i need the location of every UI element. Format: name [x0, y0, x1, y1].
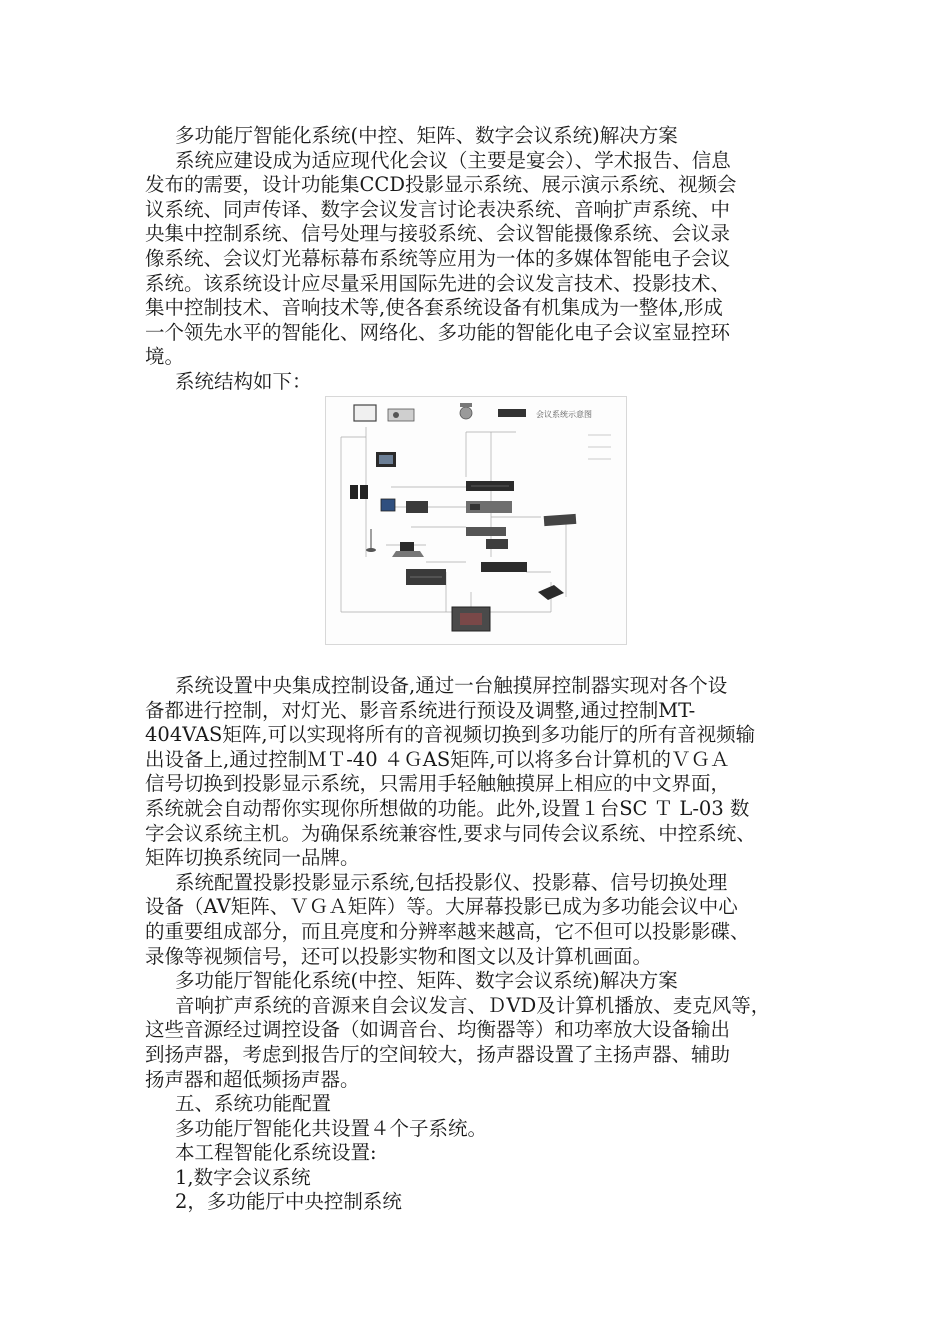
text-block-intro — [145, 124, 815, 395]
text-line: 404VAS矩阵,可以实现将所有的音视频切换到多功能厅的所有音视频输 — [145, 723, 756, 747]
text-line: 发布的需要，设计功能集CCD投影显示系统、展示演示系统、视频会 — [145, 173, 737, 197]
text-line: 的重要组成部分，而且亮度和分辨率越来越高，它不但可以投影影碟、 — [145, 919, 750, 943]
control-host-icon — [466, 501, 512, 513]
text-line: 议系统、同声传译、数字会议发言讨论表决系统、音响扩声系统、中 — [145, 197, 731, 221]
amplifier-icon — [466, 527, 508, 549]
touch-panel-icon — [381, 499, 395, 511]
list-item: 1,数字会议系统 — [175, 1165, 311, 1189]
text-line: 境。 — [145, 345, 185, 369]
text-line: 矩阵切换系统同一品牌。 — [145, 846, 360, 870]
text-line: 集中控制技术、音响技术等,使各套系统设备有机集成为一整体,形成 — [145, 296, 723, 320]
text-line: 系统就会自动帮你实现你所想做的功能。此外,设置１台SC Ｔ L-03 数 — [145, 796, 750, 820]
text-line: 本工程智能化系统设置: — [175, 1141, 377, 1165]
delegate-unit-icon — [538, 585, 564, 600]
diagram-title: 会议系统示意图 — [536, 410, 592, 419]
doc-title: 多功能厅智能化系统(中控、矩阵、数字会议系统)解决方案 — [175, 124, 678, 147]
wiring — [341, 427, 566, 622]
legend-lines — [588, 435, 611, 459]
system-diagram — [325, 396, 627, 645]
speaker-icon — [350, 485, 368, 499]
text-line: 多功能厅智能化共设置４个子系统。 — [175, 1116, 488, 1140]
text-line: 录像等视频信号，还可以投影实物和图文以及计算机画面。 — [145, 944, 653, 968]
laptop-icon — [392, 542, 424, 557]
microphone-icon — [366, 529, 376, 552]
text-line: 央集中控制系统、信号处理与接驳系统、会议智能摄像系统、会议录 — [145, 222, 731, 246]
section-heading: 五、系统功能配置 — [175, 1092, 332, 1116]
rack-device-icon — [498, 409, 526, 417]
text-line: 系统。该系统设计应尽量采用国际先进的会议发言技术、投影技术、 — [145, 271, 731, 295]
conference-host-icon — [452, 607, 490, 631]
text-line: 设备（AV矩阵、ＶＧＡ矩阵）等。大屏幕投影已成为多功能会议中心 — [145, 895, 738, 919]
text-line: 系统结构如下： — [175, 369, 312, 393]
text-line: 信号切换到投影显示系统，只需用手轻触触摸屏上相应的中文界面， — [145, 772, 731, 796]
projector-icon — [388, 409, 414, 421]
text-line: 到扬声器，考虑到报告厅的空间较大，扬声器设置了主扬声器、辅助 — [145, 1042, 731, 1066]
text-line: 这些音源经过调控设备（如调音台、均衡器等）和功率放大设备输出 — [145, 1018, 731, 1042]
power-amp-icon — [481, 562, 527, 572]
list-item: 2，多功能厅中央控制系统 — [175, 1190, 402, 1214]
matrix-switcher-icon — [466, 481, 514, 491]
text-line: 出设备上,通过控制ＭＴ-40 ４ＧAS矩阵,可以将多台计算机的ＶＧＡ — [145, 747, 730, 771]
text-line: 系统配置投影投影显示系统,包括投影仪、投影幕、信号切换处理 — [175, 870, 728, 894]
text-line: 系统应建设成为适应现代化会议（主要是宴会）、学术报告、信息 — [175, 148, 731, 172]
text-block-body — [145, 674, 815, 1215]
text-line: 字会议系统主机。为确保系统兼容性,要求与同传会议系统、中控系统、 — [145, 821, 756, 845]
monitor-icon — [376, 452, 396, 467]
dvd-player-icon — [544, 514, 577, 526]
section-title: 多功能厅智能化系统(中控、矩阵、数字会议系统)解决方案 — [175, 969, 678, 993]
text-line: 音响扩声系统的音源来自会议发言、ＤVD及计算机播放、麦克风等， — [175, 993, 771, 1017]
text-line: 备都进行控制，对灯光、影音系统进行预设及调整,通过控制MT- — [145, 698, 696, 722]
text-line: 像系统、会议灯光幕标幕布系统等应用为一体的多媒体智能电子会议 — [145, 246, 731, 270]
rack-unit-icon — [406, 569, 446, 585]
camera-icon — [460, 403, 472, 419]
text-line: 系统设置中央集成控制设备,通过一台触摸屏控制器实现对各个设 — [175, 674, 728, 697]
text-line: 扬声器和超低频扬声器。 — [145, 1067, 360, 1091]
mixer-icon — [406, 501, 428, 513]
projection-screen-icon — [354, 405, 376, 421]
text-line: 一个领先水平的智能化、网络化、多功能的智能化电子会议室显控环 — [145, 320, 731, 344]
